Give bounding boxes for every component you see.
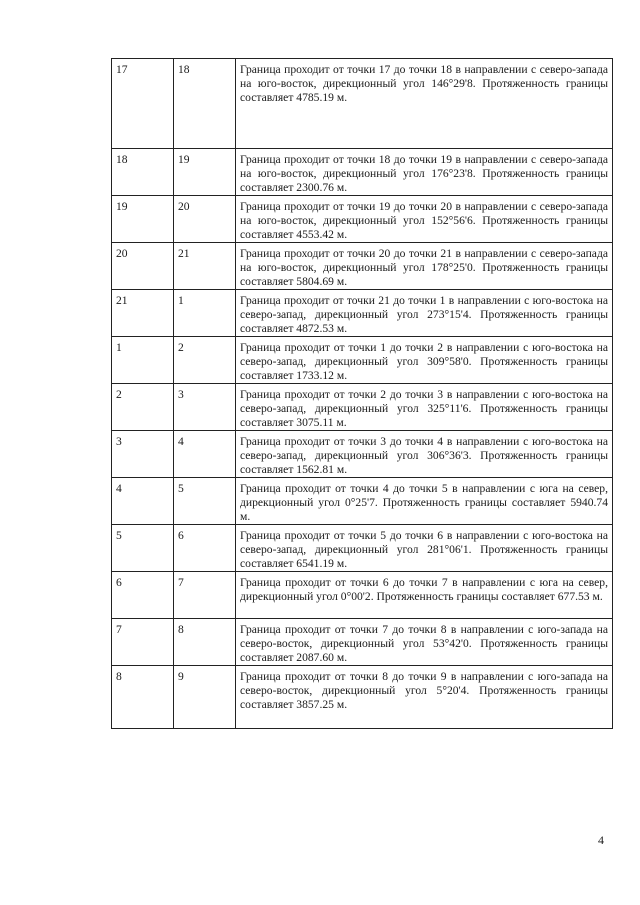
to-point-cell: 5 bbox=[174, 478, 236, 525]
from-point-cell: 6 bbox=[112, 572, 174, 619]
boundary-description-cell: Граница проходит от точки 5 до точки 6 в направлении с юго-востока на северо-запад, дирекционный угол 281°06'1. Протяженность границы составляет 6541.19 м. bbox=[236, 525, 613, 572]
boundary-table bbox=[111, 58, 613, 729]
table-row bbox=[112, 59, 613, 149]
from-point-cell: 17 bbox=[112, 59, 174, 149]
to-point-cell: 9 bbox=[174, 666, 236, 729]
from-point-cell: 18 bbox=[112, 149, 174, 196]
to-point-cell: 4 bbox=[174, 431, 236, 478]
to-point-cell: 2 bbox=[174, 337, 236, 384]
to-point-cell: 20 bbox=[174, 196, 236, 243]
table-row bbox=[112, 572, 613, 619]
table-row bbox=[112, 619, 613, 666]
to-point-cell: 21 bbox=[174, 243, 236, 290]
boundary-description-cell: Граница проходит от точки 18 до точки 19 в направлении с северо-запада на юго-восток, дирекционный угол 176°23'8. Протяженность границы составляет 2300.76 м. bbox=[236, 149, 613, 196]
boundary-description-cell: Граница проходит от точки 3 до точки 4 в направлении с юго-востока на северо-запад, дирекционный угол 306°36'3. Протяженность границы составляет 1562.81 м. bbox=[236, 431, 613, 478]
page-number: 4 bbox=[598, 833, 604, 847]
to-point-cell: 18 bbox=[174, 59, 236, 149]
table-row bbox=[112, 337, 613, 384]
from-point-cell: 19 bbox=[112, 196, 174, 243]
table-row bbox=[112, 431, 613, 478]
from-point-cell: 8 bbox=[112, 666, 174, 729]
boundary-description-cell: Граница проходит от точки 7 до точки 8 в направлении с юго-запада на северо-восток, дирекционный угол 53°42'0. Протяженность границы составляет 2087.60 м. bbox=[236, 619, 613, 666]
boundary-description-cell: Граница проходит от точки 19 до точки 20 в направлении с северо-запада на юго-восток, дирекционный угол 152°56'6. Протяженность границы составляет 4553.42 м. bbox=[236, 196, 613, 243]
boundary-description-cell: Граница проходит от точки 2 до точки 3 в направлении с юго-востока на северо-запад, дирекционный угол 325°11'6. Протяженность границы составляет 3075.11 м. bbox=[236, 384, 613, 431]
from-point-cell: 4 bbox=[112, 478, 174, 525]
boundary-description-cell: Граница проходит от точки 4 до точки 5 в направлении с юга на север, дирекционный угол 0°25'7. Протяженность границы составляет 5940.74 м. bbox=[236, 478, 613, 525]
from-point-cell: 5 bbox=[112, 525, 174, 572]
table-row bbox=[112, 478, 613, 525]
table-row bbox=[112, 384, 613, 431]
from-point-cell: 7 bbox=[112, 619, 174, 666]
from-point-cell: 1 bbox=[112, 337, 174, 384]
to-point-cell: 1 bbox=[174, 290, 236, 337]
table-row bbox=[112, 290, 613, 337]
boundary-description-cell: Граница проходит от точки 21 до точки 1 в направлении с юго-востока на северо-запад, дирекционный угол 273°15'4. Протяженность границы составляет 4872.53 м. bbox=[236, 290, 613, 337]
table-row bbox=[112, 525, 613, 572]
boundary-description-cell: Граница проходит от точки 8 до точки 9 в направлении с юго-запада на северо-восток, дирекционный угол 5°20'4. Протяженность границы составляет 3857.25 м. bbox=[236, 666, 613, 729]
table-row bbox=[112, 243, 613, 290]
boundary-description-cell: Граница проходит от точки 17 до точки 18 в направлении с северо-запада на юго-восток, дирекционный угол 146°29'8. Протяженность границы составляет 4785.19 м. bbox=[236, 59, 613, 149]
table-row bbox=[112, 149, 613, 196]
to-point-cell: 7 bbox=[174, 572, 236, 619]
from-point-cell: 2 bbox=[112, 384, 174, 431]
boundary-description-cell: Граница проходит от точки 20 до точки 21 в направлении с северо-запада на юго-восток, дирекционный угол 178°25'0. Протяженность границы составляет 5804.69 м. bbox=[236, 243, 613, 290]
from-point-cell: 21 bbox=[112, 290, 174, 337]
table-row bbox=[112, 196, 613, 243]
to-point-cell: 19 bbox=[174, 149, 236, 196]
from-point-cell: 20 bbox=[112, 243, 174, 290]
to-point-cell: 3 bbox=[174, 384, 236, 431]
to-point-cell: 6 bbox=[174, 525, 236, 572]
boundary-description-cell: Граница проходит от точки 1 до точки 2 в направлении с юго-востока на северо-запад, дирекционный угол 309°58'0. Протяженность границы составляет 1733.12 м. bbox=[236, 337, 613, 384]
to-point-cell: 8 bbox=[174, 619, 236, 666]
boundary-description-cell: Граница проходит от точки 6 до точки 7 в направлении с юга на север, дирекционный угол 0°00'2. Протяженность границы составляет 677.53 м. bbox=[236, 572, 613, 619]
from-point-cell: 3 bbox=[112, 431, 174, 478]
table-row bbox=[112, 666, 613, 729]
